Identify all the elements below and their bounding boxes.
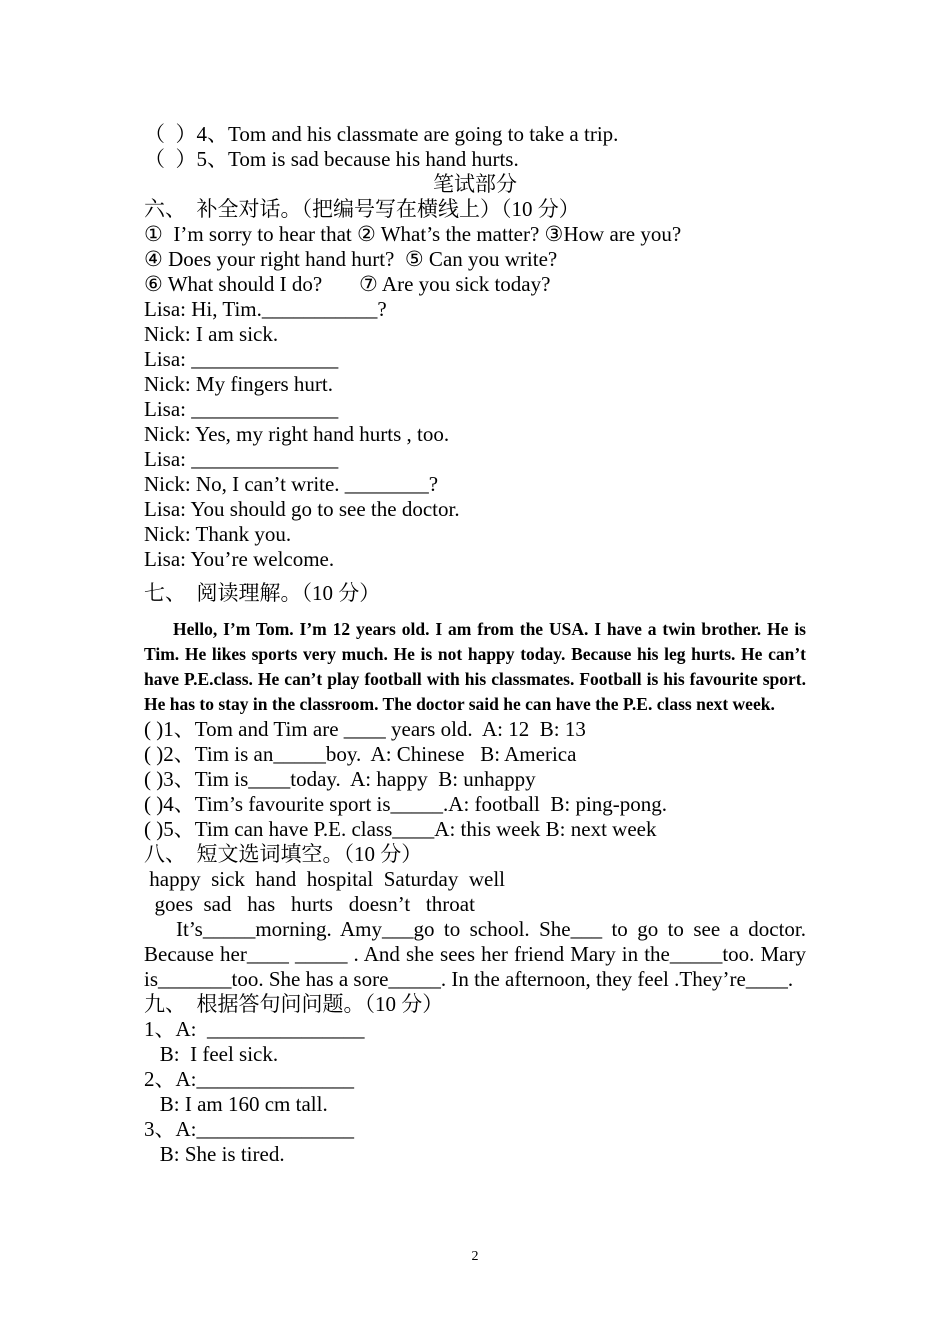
dialogue-line: Lisa: ______________ — [144, 397, 339, 421]
qa-line: 3、A:_______________ — [144, 1117, 354, 1141]
reading-passage: Hello, I’m Tom. I’m 12 years old. I am from the USA. I have a twin brother. He is Tim. He likes sports very much. He is not happy today. Because his leg hurts. He can’t have P.E.class. He can’t play football with his classmates. Football is his favourite sport. He has to stay in the classroom. The doctor said he can have the P.E. class next week. — [144, 619, 806, 714]
written-part-title: 笔试部分 — [433, 172, 517, 196]
dialogue-line: Nick: No, I can’t write. ________? — [144, 472, 439, 496]
reading-question: ( )1、Tom and Tim are ____ years old. A: 12 B: 13 — [144, 717, 586, 741]
reading-question: ( )3、Tim is____today. A: happy B: unhappy — [144, 767, 536, 791]
dialogue-line: Nick: Yes, my right hand hurts , too. — [144, 422, 450, 446]
qa-line: B: I feel sick. — [144, 1042, 279, 1066]
dialogue-line: Nick: I am sick. — [144, 322, 279, 346]
section-7-title: 七、 阅读理解。（10 分） — [144, 581, 381, 605]
reading-question: ( )5、Tim can have P.E. class____A: this week B: next week — [144, 817, 657, 841]
dialogue-line: Lisa: ______________ — [144, 447, 339, 471]
dialogue-line: Lisa: You’re welcome. — [144, 547, 335, 571]
listening-item-4: （ ）4、Tom and his classmate are going to take a trip. — [144, 122, 619, 146]
page-number: 2 — [471, 1249, 479, 1264]
qa-line: B: I am 160 cm tall. — [144, 1092, 328, 1116]
dialogue-line: Lisa: ______________ — [144, 347, 339, 371]
qa-line: 1、A: _______________ — [144, 1017, 365, 1041]
dialogue-line: Lisa: Hi, Tim.___________? — [144, 297, 387, 321]
option-line: ⑥ What should I do? ⑦ Are you sick today? — [144, 272, 551, 296]
dialogue-line: Lisa: You should go to see the doctor. — [144, 497, 460, 521]
dialogue-line: Nick: Thank you. — [144, 522, 292, 546]
listening-item-5: （ ）5、Tom is sad because his hand hurts. — [144, 147, 519, 171]
section-8-title: 八、 短文选词填空。（10 分） — [144, 842, 423, 866]
word-bank-line: happy sick hand hospital Saturday well — [144, 867, 506, 891]
word-bank-line: goes sad has hurts doesn’t throat — [144, 892, 475, 916]
reading-question: ( )2、Tim is an_____boy. A: Chinese B: America — [144, 742, 577, 766]
option-line: ① I’m sorry to hear that ② What’s the matter? ③How are you? — [144, 222, 682, 246]
option-line: ④ Does your right hand hurt? ⑤ Can you write? — [144, 247, 558, 271]
section-6-title: 六、 补全对话。（把编号写在横线上）（10 分） — [144, 197, 580, 221]
qa-line: 2、A:_______________ — [144, 1067, 354, 1091]
section-9-title: 九、 根据答句问问题。（10 分） — [144, 992, 444, 1016]
reading-question: ( )4、Tim’s favourite sport is_____.A: football B: ping-pong. — [144, 792, 668, 816]
qa-line: B: She is tired. — [144, 1142, 285, 1166]
cloze-paragraph: It’s_____morning. Amy___go to school. She___ to go to see a doctor. Because her____ _____ . And she sees her friend Mary in the_____too. Mary is_______too. She has a sore_____. In the afternoon, they feel .They’re____. — [144, 917, 806, 991]
exam-page — [144, 122, 806, 1167]
dialogue-line: Nick: My fingers hurt. — [144, 372, 333, 396]
